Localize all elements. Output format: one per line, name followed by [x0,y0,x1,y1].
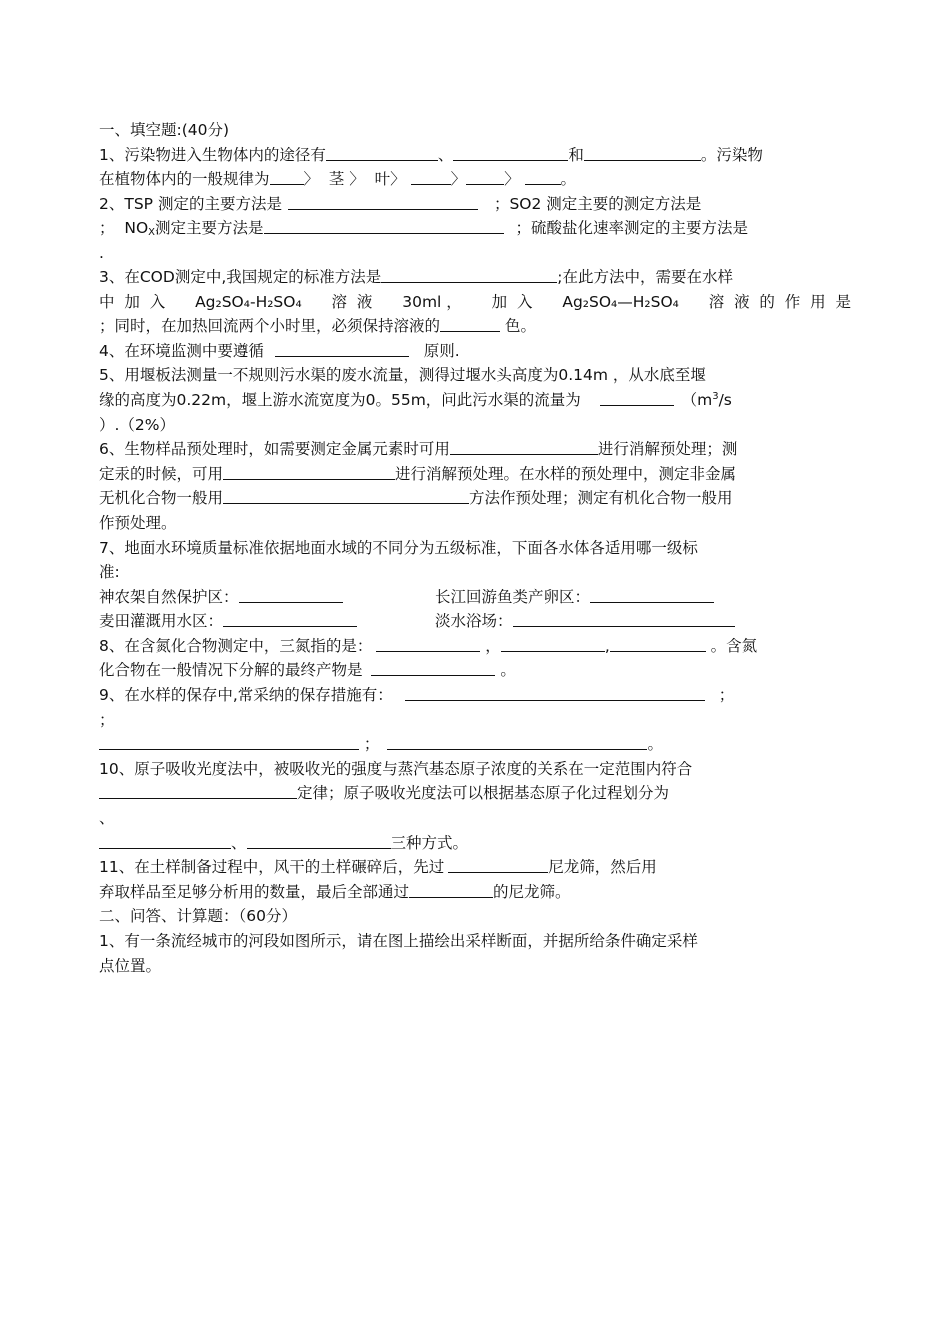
q9-line-1 [99,683,851,708]
q3-line-1 [99,265,851,290]
q11-line-1 [99,855,851,880]
blank[interactable] [99,833,231,849]
q1-text: 〉 [450,170,467,189]
q8-text: 。 [495,661,516,680]
q3-text: ；同时，在加热回流两个小时里，必须保持溶液的 [99,317,441,336]
blank[interactable] [270,169,304,185]
p1-text: 点位置。 [99,956,162,975]
q2-text: . [99,243,104,262]
q1-text: 、 [437,145,454,164]
q10-line-2 [99,781,851,806]
q5-text: （m [681,390,713,409]
q6-text: 进行消解预处理。在水样的预处理中，测定非金属 [395,464,737,483]
q5-text: /s [718,390,732,409]
q2-text: 测定主要方法是 [155,219,264,238]
exam-page [99,118,851,978]
q3-text: 中 加 入 [99,292,166,311]
q1-text: 1、污染物进入生物体内的途径有 [99,145,326,164]
blank[interactable] [223,611,357,627]
q2-text: 2、TSP 测定的主要方法是 [99,194,282,213]
q11-text: 的尼龙筛。 [493,882,571,901]
q10-text: 10、原子吸收光度法中，被吸收光的强度与蒸汽基态原子浓度的关系在一定范围内符合 [99,759,693,778]
q5-line-1 [99,363,851,388]
blank[interactable] [239,587,343,603]
blank[interactable] [381,267,557,283]
p1-line-2 [99,954,851,979]
q7-line-2 [99,560,851,585]
q3-text: 色。 [500,317,536,336]
q8-line-1 [99,634,851,659]
q9-line-2 [99,708,851,733]
blank[interactable] [448,857,548,873]
blank[interactable] [466,169,504,185]
q6-text: 作预处理。 [99,513,177,532]
blank[interactable] [453,145,568,161]
blank[interactable] [264,218,504,234]
blank[interactable] [440,316,500,332]
q2-text: ； NO [99,219,149,238]
q2-line-1 [99,192,851,217]
q3-line-2 [99,290,851,315]
q7-text: 准: [99,563,120,582]
q1-text: 在植物体内的一般规律为 [99,170,270,189]
q7-text: 淡水浴场： [435,612,513,631]
q2-text: ；SO2 测定主要的测定方法是 [493,194,702,213]
q3-formula: Ag₂SO₄—H₂SO₄ [562,292,679,311]
q6-line-4 [99,511,851,536]
blank[interactable] [610,636,706,652]
blank[interactable] [501,636,605,652]
blank[interactable] [584,145,701,161]
q1-text: 〉 [504,170,525,189]
q2-line-3 [99,241,851,265]
blank[interactable] [376,636,480,652]
q9-text: ； [99,710,115,729]
blank[interactable] [99,783,297,799]
q6-line-3 [99,486,851,511]
q1-text: 。污染物 [700,145,763,164]
q3-text: 3、在COD测定中,我国规定的标准方法是 [99,267,382,286]
section-title-text: 一、填空题:(40分) [99,121,230,139]
q11-line-2 [99,880,851,905]
q9-text: ； [718,686,735,705]
blank[interactable] [99,734,359,750]
q3-text: 溶 液 的 作 用 是 [708,292,851,311]
q1-line-2 [99,167,851,192]
q6-line-1 [99,437,851,462]
q7-line-1 [99,536,851,561]
q9-line-3 [99,732,851,757]
q10-line-3 [99,806,851,831]
q8-text: 8、在含氮化合物测定中，三氮指的是： [99,636,373,655]
blank[interactable] [387,734,647,750]
q4-text: 4、在环境监测中要遵循 [99,341,269,360]
q5-text: ）.（2%） [99,415,176,434]
q5-text: 缘的高度为0.22m，堰上游水流宽度为0。55m，问此污水渠的流量为 [99,390,596,409]
q7-line-4 [99,609,851,634]
blank[interactable] [326,145,438,161]
section-1-title [99,118,851,143]
blank[interactable] [405,685,705,701]
q10-text: 、 [99,809,115,828]
q1-text: 〉 茎 〉 叶〉 [303,170,411,189]
q11-text: 弃取样品至足够分析用的数量，最后全部通过 [99,882,410,901]
blank[interactable] [288,194,478,210]
q2-line-2 [99,216,851,241]
q10-text: 定律；原子吸收光度法可以根据基态原子化过程划分为 [297,784,670,803]
q8-line-2 [99,658,851,683]
q5-line-3 [99,413,851,438]
q6-text: 6、生物样品预处理时，如需要测定金属元素时可用 [99,440,450,459]
blank[interactable] [450,439,598,455]
q4-line [99,339,851,364]
blank[interactable] [590,587,714,603]
p1-line-1 [99,929,851,954]
subscript: X [148,227,156,239]
q7-text: 7、地面水环境质量标准依据地面水域的不同分为五级标准，下面各水体各适用哪一级标 [99,538,698,557]
q3-text: 溶 液 [331,292,373,311]
q7-text: 麦田灌溉用水区： [99,612,224,631]
q6-text: 方法作预处理；测定有机化合物一般用 [469,489,733,508]
blank[interactable] [223,464,395,480]
q3-text: 加 入 [491,292,533,311]
q2-text: ；硫酸盐化速率测定的主要方法是 [515,219,749,238]
blank[interactable] [525,169,561,185]
p1-text: 1、有一条流经城市的河段如图所示，请在图上描绘出采样断面，并据所给条件确定采样 [99,932,698,950]
blank[interactable] [513,611,735,627]
q4-text: 原则. [418,341,460,360]
q10-line-1 [99,757,851,782]
q8-text: , [604,636,610,655]
q3-text: ;在此方法中，需要在水样 [557,267,733,286]
q10-text: 、 [231,833,247,852]
q11-text: 尼龙筛，然后用 [548,858,657,877]
superscript: 3 [712,390,719,402]
q7-text: 长江回游鱼类产卵区： [435,587,591,606]
section-title-text: 二、问答、计算题：（60分） [99,907,297,926]
q11-text: 11、在土样制备过程中，风干的土样碾碎后，先过 [99,858,445,877]
q5-line-2 [99,388,851,413]
q1-text: 和 [568,145,584,164]
q1-text: 。 [560,170,577,189]
q8-text: ， [480,636,501,655]
q9-text: 9、在水样的保存中,常采纳的保存措施有： [99,686,393,705]
q9-text: ； [359,735,380,754]
q8-text: 。含氮 [705,636,758,655]
blank[interactable] [247,833,391,849]
blank[interactable] [409,882,493,898]
q6-text: 无机化合物一般用 [99,489,224,508]
q6-text: 进行消解预处理；测 [597,440,738,459]
q3-text: 30ml ， [402,292,462,311]
blank[interactable] [275,341,409,357]
q3-formula: Ag₂SO₄-H₂SO₄ [195,292,302,311]
q7-text: 神农架自然保护区： [99,587,239,606]
blank[interactable] [600,390,674,406]
q10-line-4 [99,831,851,856]
q10-text: 三种方式。 [390,833,469,852]
q7-line-3 [99,585,851,610]
q5-text: 5、用堰板法测量一不规则污水渠的废水流量，测得过堰水头高度为0.14m ，从水底至堰 [99,366,706,385]
section-2-title [99,904,851,929]
q9-text: 。 [647,735,663,754]
q3-line-3 [99,314,851,339]
blank[interactable] [223,488,469,504]
blank[interactable] [371,660,495,676]
q8-text: 化合物在一般情况下分解的最终产物是 [99,661,368,680]
q1-line-1 [99,143,851,168]
blank[interactable] [411,169,451,185]
q6-text: 定汞的时候，可用 [99,464,224,483]
q6-line-2 [99,462,851,487]
